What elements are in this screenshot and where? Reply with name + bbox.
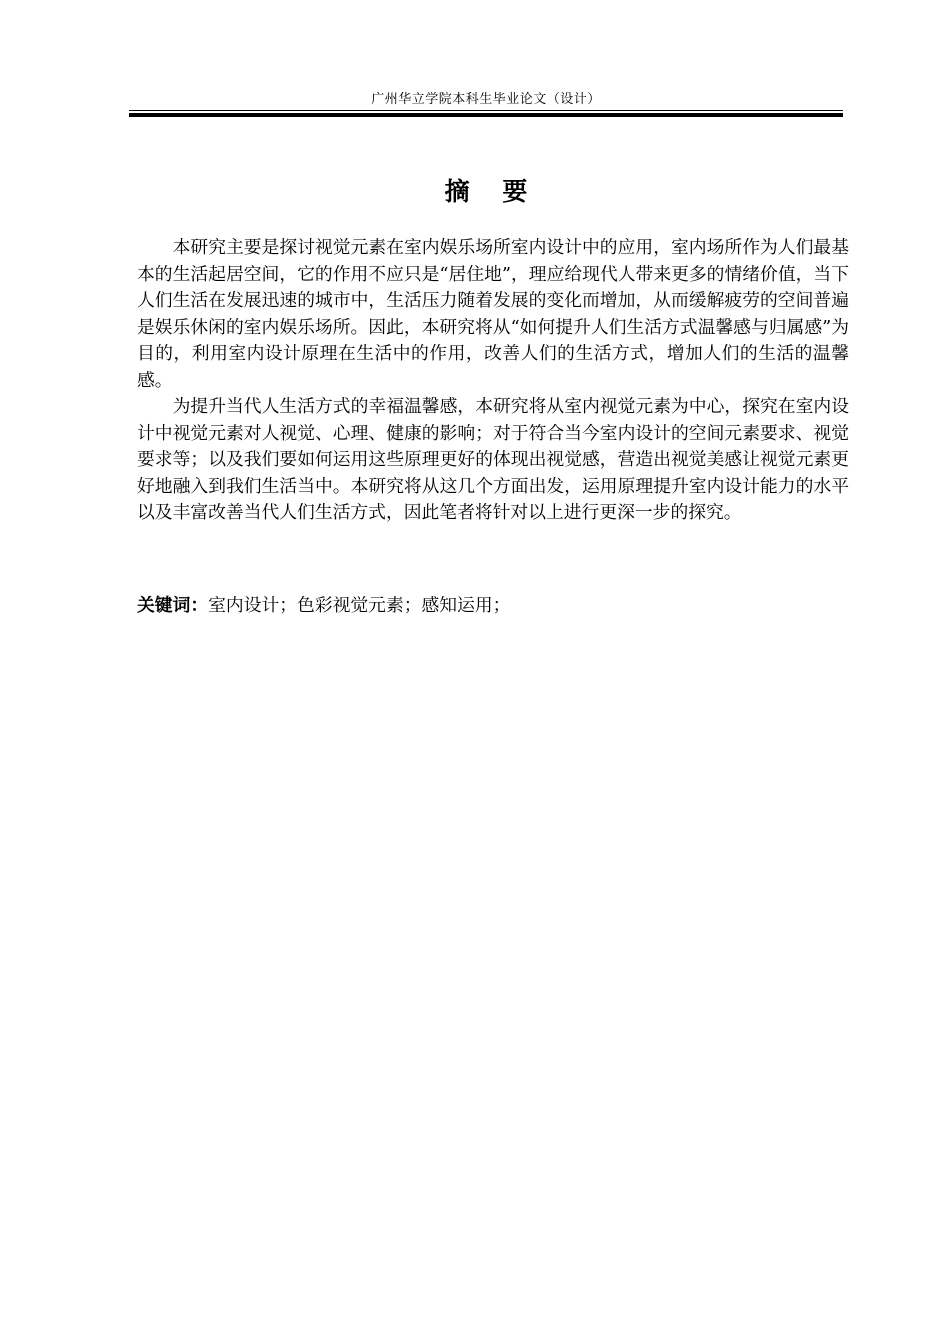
abstract-title: 摘 要 <box>444 177 540 206</box>
abstract-body <box>137 235 849 527</box>
keywords-value: 室内设计；色彩视觉元素；感知运用； <box>208 595 511 616</box>
abstract-paragraph-1: 本研究主要是探讨视觉元素在室内娱乐场所室内设计中的应用，室内场所作为人们最基本的生活起居空间，它的作用不应只是“居住地”，理应给现代人带来更多的情绪价值，当下人们生活在发展迅速的城市中，生活压力随着发展的变化而增加，从而缓解疲劳的空间普遍是娱乐休闲的室内娱乐场所。因此，本研究将从“如何提升人们生活方式温馨感与归属感”为目的，利用室内设计原理在生活中的作用，改善人们的生活方式，增加人们的生活的温馨感。 <box>137 237 849 391</box>
keywords-label: 关键词： <box>137 595 209 616</box>
keywords-line <box>137 593 849 620</box>
header-divider-thick <box>129 113 843 117</box>
abstract-paragraph-2: 为提升当代人生活方式的幸福温馨感，本研究将从室内视觉元素为中心，探究在室内设计中视觉元素对人视觉、心理、健康的影响；对于符合当今室内设计的空间元素要求、视觉要求等；以及我们要如何运用这些原理更好的体现出视觉感，营造出视觉美感让视觉元素更好地融入到我们生活当中。本研究将从这几个方面出发，运用原理提升室内设计能力的水平以及丰富改善当代人们生活方式，因此笔者将针对以上进行更深一步的探究。 <box>137 396 849 523</box>
header-divider-thin <box>129 110 843 111</box>
running-header: 广州华立学院本科生毕业论文（设计） <box>371 92 601 107</box>
